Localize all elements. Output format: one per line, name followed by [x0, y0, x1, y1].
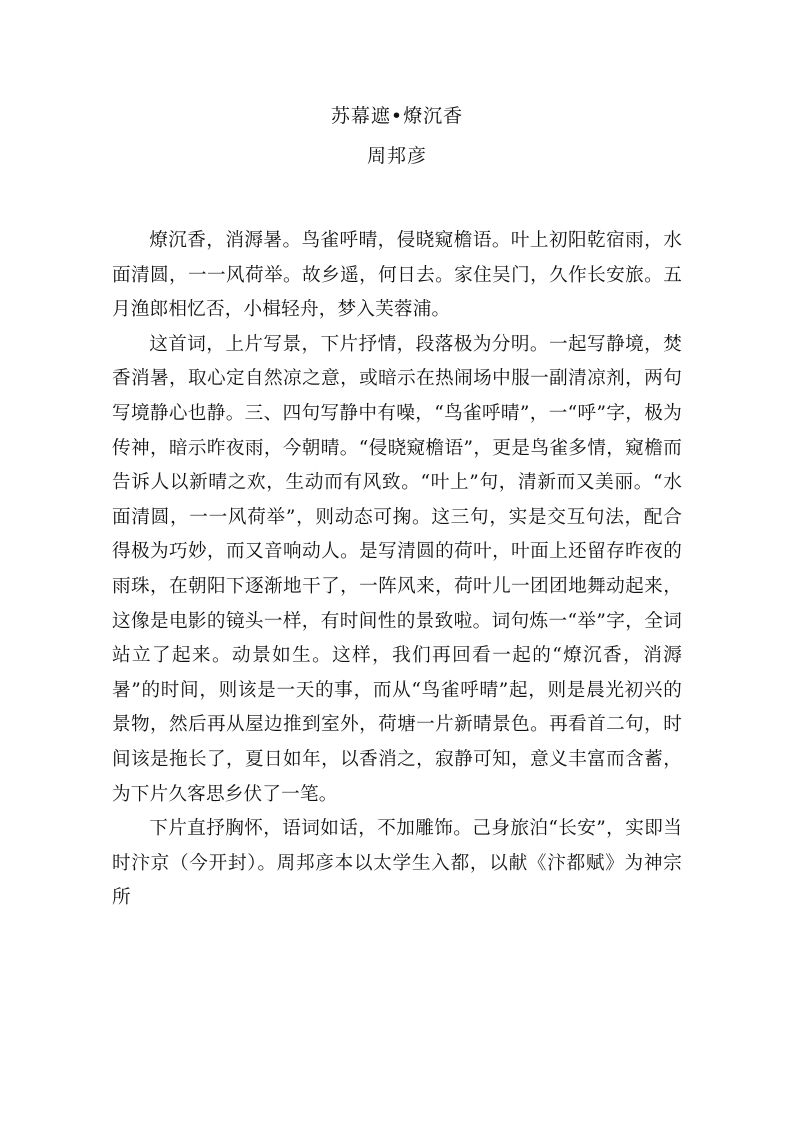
commentary-paragraph-2: 下片直抒胸怀，语词如话，不加雕饰。己身旅泊“长安”，实即当时汴京（今开封）。周邦彦本以太学生入都，以献《汴都赋》为神宗所 [112, 818, 682, 909]
commentary-paragraph-1: 这首词，上片写景，下片抒情，段落极为分明。一起写静境，焚香消暑，取心定自然凉之意，或暗示在热闹场中服一副清凉剂，两句写境静心也静。三、四句写静中有噪，“鸟雀呼晴”，一“呼”字，极为传神，暗示昨夜雨，今朝晴。“侵晓窥檐语”，更是鸟雀多情，窥檐而告诉人以新晴之欢，生动而有风致。“叶上”句，清新而又美丽。“水面清圆，一一风荷举”，则动态可掬。这三句，实是交互句法，配合得极为巧妙，而又音响动人。是写清圆的荷叶，叶面上还留存昨夜的雨珠，在朝阳下逐渐地干了，一阵风来，荷叶儿一团团地舞动起来，这像是电影的镜头一样，有时间性的景致啦。词句炼一“举”字，全词站立了起来。动景如生。这样，我们再回看一起的“燎沉香，消溽暑”的时间，则该是一天的事，而从“鸟雀呼晴”起，则是晨光初兴的景物，然后再从屋边推到室外，荷塘一片新晴景色。再看首二句，时间该是拖长了，夏日如年，以香消之，寂静可知，意义丰富而含蓄，为下片久客思乡伏了一笔。 [112, 333, 682, 805]
poem-text-paragraph: 燎沉香，消溽暑。鸟雀呼晴，侵晓窥檐语。叶上初阳乾宿雨，水面清圆，一一风荷举。故乡遥，何日去。家住吴门，久作长安旅。五月渔郎相忆否，小楫轻舟，梦入芙蓉浦。 [112, 230, 682, 321]
poem-author: 周邦彦 [366, 145, 427, 167]
document-body [112, 224, 682, 916]
poem-title: 苏幕遮•燎沉香 [330, 105, 464, 127]
